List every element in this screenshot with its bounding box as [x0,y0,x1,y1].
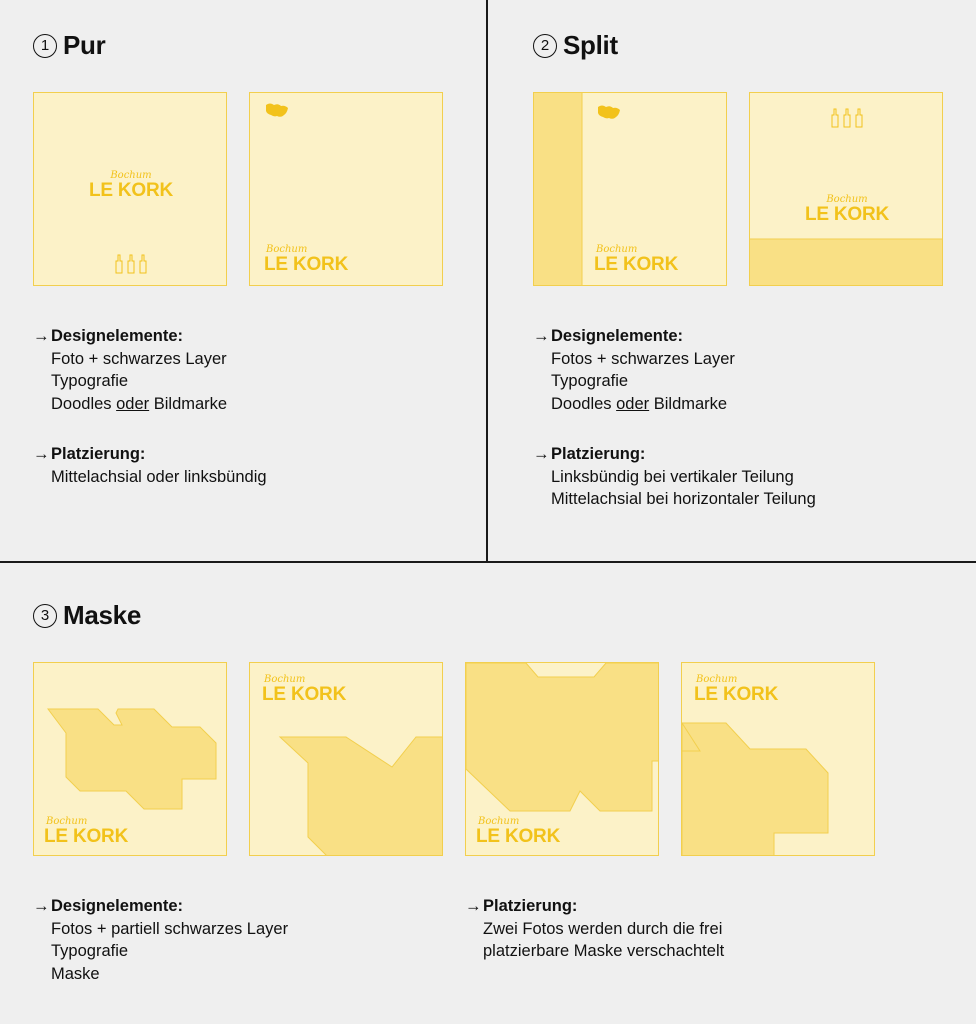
section-title: Maske [63,600,141,630]
logo-brand: LE KORK [44,826,129,847]
arrow-icon: → [533,445,550,463]
info-pur-design [33,325,227,415]
bottles-icon [832,109,862,127]
logo-brand: LE KORK [264,254,349,275]
card-mask-3 [465,662,659,856]
logo-brand: LE KORK [262,684,347,705]
placement-item: Zwei Fotos werden durch die frei [483,919,723,938]
info-split-placement [533,443,816,511]
info-pur-placement [33,443,267,488]
logo-city: Bochum [266,244,308,255]
logo-brand: LE KORK [476,826,561,847]
arrow-icon: → [533,327,550,345]
logo [594,245,678,274]
card-split-vertical [533,92,727,286]
logo [264,245,348,274]
card-pur-left [249,92,443,286]
design-item: Foto + schwarzes Layer [51,349,227,368]
logo [750,195,943,224]
design-item: Typografie [51,372,129,390]
design-item: Fotos + schwarzes Layer [551,349,735,368]
logo-city: Bochum [478,816,520,827]
logo-brand: LE KORK [594,254,679,275]
placement-label: Platzierung: [51,445,146,463]
doodles-or: oder [616,394,650,413]
doodles-or: oder [116,394,150,413]
placement-item: Mittelachsial oder linksbündig [51,467,267,486]
info-split-design [533,325,735,415]
section-heading-pur [33,30,105,61]
vertical-divider [486,0,488,562]
design-label: Designelemente: [551,327,684,345]
design-item: Typografie [51,942,129,960]
card-pur-centered [33,92,227,286]
placement-label: Platzierung: [551,445,646,463]
logo [44,817,128,846]
doodles-text: Doodles [551,394,617,413]
card-split-horizontal [749,92,943,286]
section-title: Pur [63,30,106,60]
split-fill [750,93,943,286]
placement-label: Platzierung: [483,897,578,915]
logo-city: Bochum [264,674,306,685]
logo [262,675,346,704]
logo-city: Bochum [110,170,152,181]
info-maske-design [33,895,288,985]
arrow-icon: → [465,897,482,915]
logo-brand: LE KORK [88,180,174,201]
doodles-text: Bildmarke [649,394,728,413]
logo-city: Bochum [596,244,638,255]
logo-city: Bochum [696,674,738,685]
bottles-icon [34,93,227,286]
arrow-icon: → [33,445,50,463]
info-maske-placement [465,895,724,963]
logo-brand: LE KORK [804,204,890,225]
card-mask-1 [33,662,227,856]
section-title: Split [563,30,618,60]
design-label: Designelemente: [51,327,184,345]
design-item: Maske [51,964,100,983]
section-number: 1 [33,34,57,58]
card-mask-2 [249,662,443,856]
design-item-doodles [533,393,735,416]
design-label: Designelemente: [51,897,184,915]
section-heading-split [533,30,618,61]
design-item: Fotos + partiell schwarzes Layer [51,919,289,938]
placement-item: platzierbare Maske verschachtelt [483,942,725,960]
arrow-icon: → [33,327,50,345]
logo [476,817,560,846]
placement-item: Linksbündig bei vertikaler Teilung [551,467,794,486]
arrow-icon: → [33,897,50,915]
logo-city: Bochum [826,194,868,205]
logo [694,675,778,704]
placement-item: Mittelachsial bei horizontaler Teilung [551,490,816,508]
section-heading-maske [33,600,141,631]
section-number: 2 [533,34,557,58]
design-item-doodles [33,393,227,416]
card-mask-4 [681,662,875,856]
horizontal-divider [0,561,976,563]
logo-city: Bochum [46,816,88,827]
section-number: 3 [33,604,57,628]
design-item: Typografie [551,372,629,390]
doodles-text: Doodles [51,394,117,413]
doodles-text: Bildmarke [149,394,228,413]
logo-brand: LE KORK [694,684,779,705]
